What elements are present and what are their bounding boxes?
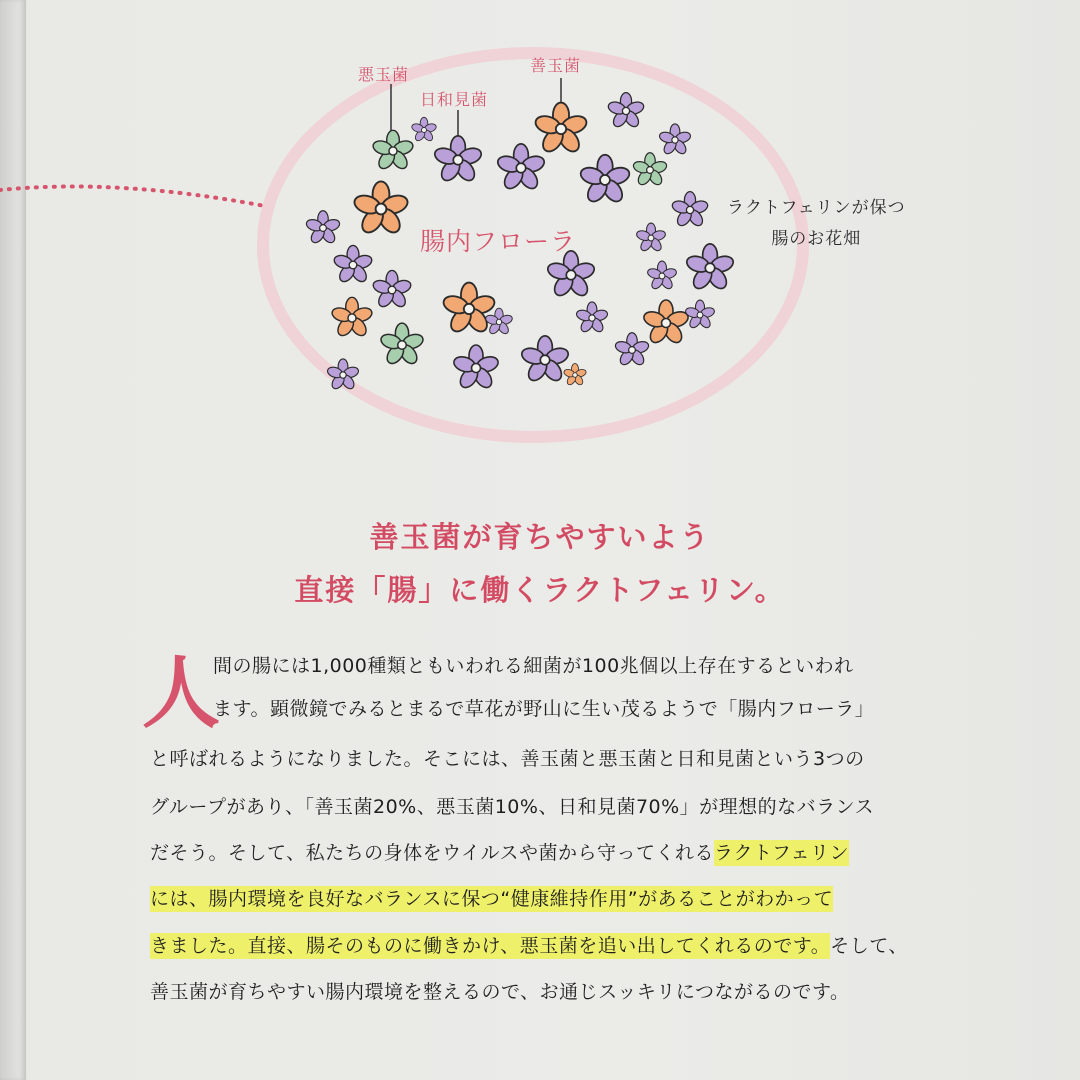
body-line: グループがあり、「善玉菌20%、悪玉菌10%、日和見菌70%」が理想的なバランス xyxy=(150,796,875,818)
caption-line: 腸のお花畑 xyxy=(771,229,862,249)
body-line xyxy=(150,931,908,958)
headline-line-2: 直接「腸」に働くラクトフェリン。 xyxy=(294,573,786,607)
body-line: と呼ばれるようになりました。そこには、善玉菌と悪玉菌と日和見菌という3つの xyxy=(150,748,865,770)
highlight-text: きました。直接、腸そのものに働きかけ、悪玉菌を追い出してくれるのです。 xyxy=(150,935,831,957)
headline-line-1: 善玉菌が育ちやすいよう xyxy=(369,520,711,554)
label-good-bacteria: 善玉菌 xyxy=(530,56,582,75)
body-line xyxy=(150,838,849,865)
highlight-text: ラクトフェリン xyxy=(713,842,849,864)
flora-title: 腸内フローラ xyxy=(420,227,577,256)
dotted-connector xyxy=(0,186,270,207)
caption-line: ラクトフェリンが保つ xyxy=(727,198,906,218)
body-text: そして、 xyxy=(830,935,908,957)
body-line: 間の腸には1,000種類ともいわれる細菌が100兆個以上存在するといわれ xyxy=(213,655,854,677)
body-line: ます。顕微鏡でみるとまるで草花が野山に生い茂るようで「腸内フローラ」 xyxy=(213,698,875,720)
dropcap xyxy=(141,649,221,739)
label-bad-bacteria: 悪玉菌 xyxy=(358,65,410,84)
body-line xyxy=(150,884,833,911)
body-line: 善玉菌が育ちやすい腸内環境を整えるので、お通じスッキリにつながるのです。 xyxy=(150,981,850,1003)
label-opportunistic-bacteria: 日和見菌 xyxy=(420,90,489,109)
illustration-caption xyxy=(727,193,906,255)
body-text: だそう。そして、私たちの身体をウイルスや菌から守ってくれる xyxy=(150,842,714,864)
svg-text:人: 人 xyxy=(141,649,221,739)
highlight-text: には、腸内環境を良好なバランスに保つ“健康維持作用”があることがわかって xyxy=(150,888,834,910)
